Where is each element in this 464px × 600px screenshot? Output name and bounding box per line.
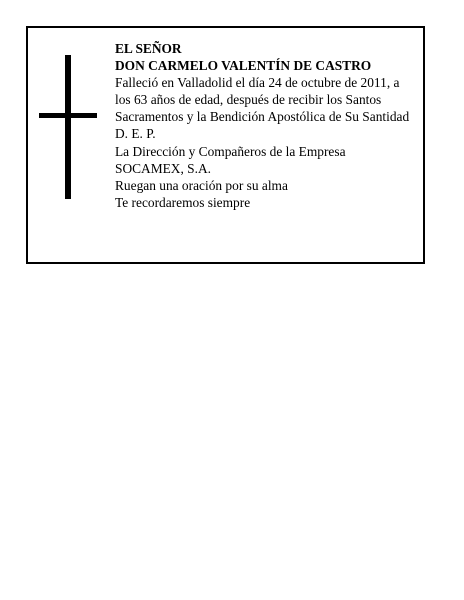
notice-body-line: Sacramentos y la Bendición Apostólica de Su Santidad [115,109,410,125]
notice-heading: EL SEÑOR [115,41,182,56]
deceased-name: DON CARMELO VALENTÍN DE CASTRO [115,58,372,74]
notice-text [115,40,420,211]
rip-abbreviation: D. E. P. [115,126,156,142]
notice-body-line: La Dirección y Compañeros de la Empresa [115,143,346,159]
notice-body-line: Falleció en Valladolid el día 24 de octubre de 2011, a [115,75,400,91]
company-name: SOCAMEX, S.A. [115,160,211,176]
notice-body-line: los 63 años de edad, después de recibir los Santos [115,92,382,108]
latin-cross-icon [39,55,97,199]
notice-body-line: Ruegan una oración por su alma [115,177,288,193]
cross-horizontal-bar [39,113,97,118]
cross-vertical-bar [65,55,71,199]
notice-body-line: Te recordaremos siempre [115,194,251,210]
obituary-notice [26,26,425,264]
